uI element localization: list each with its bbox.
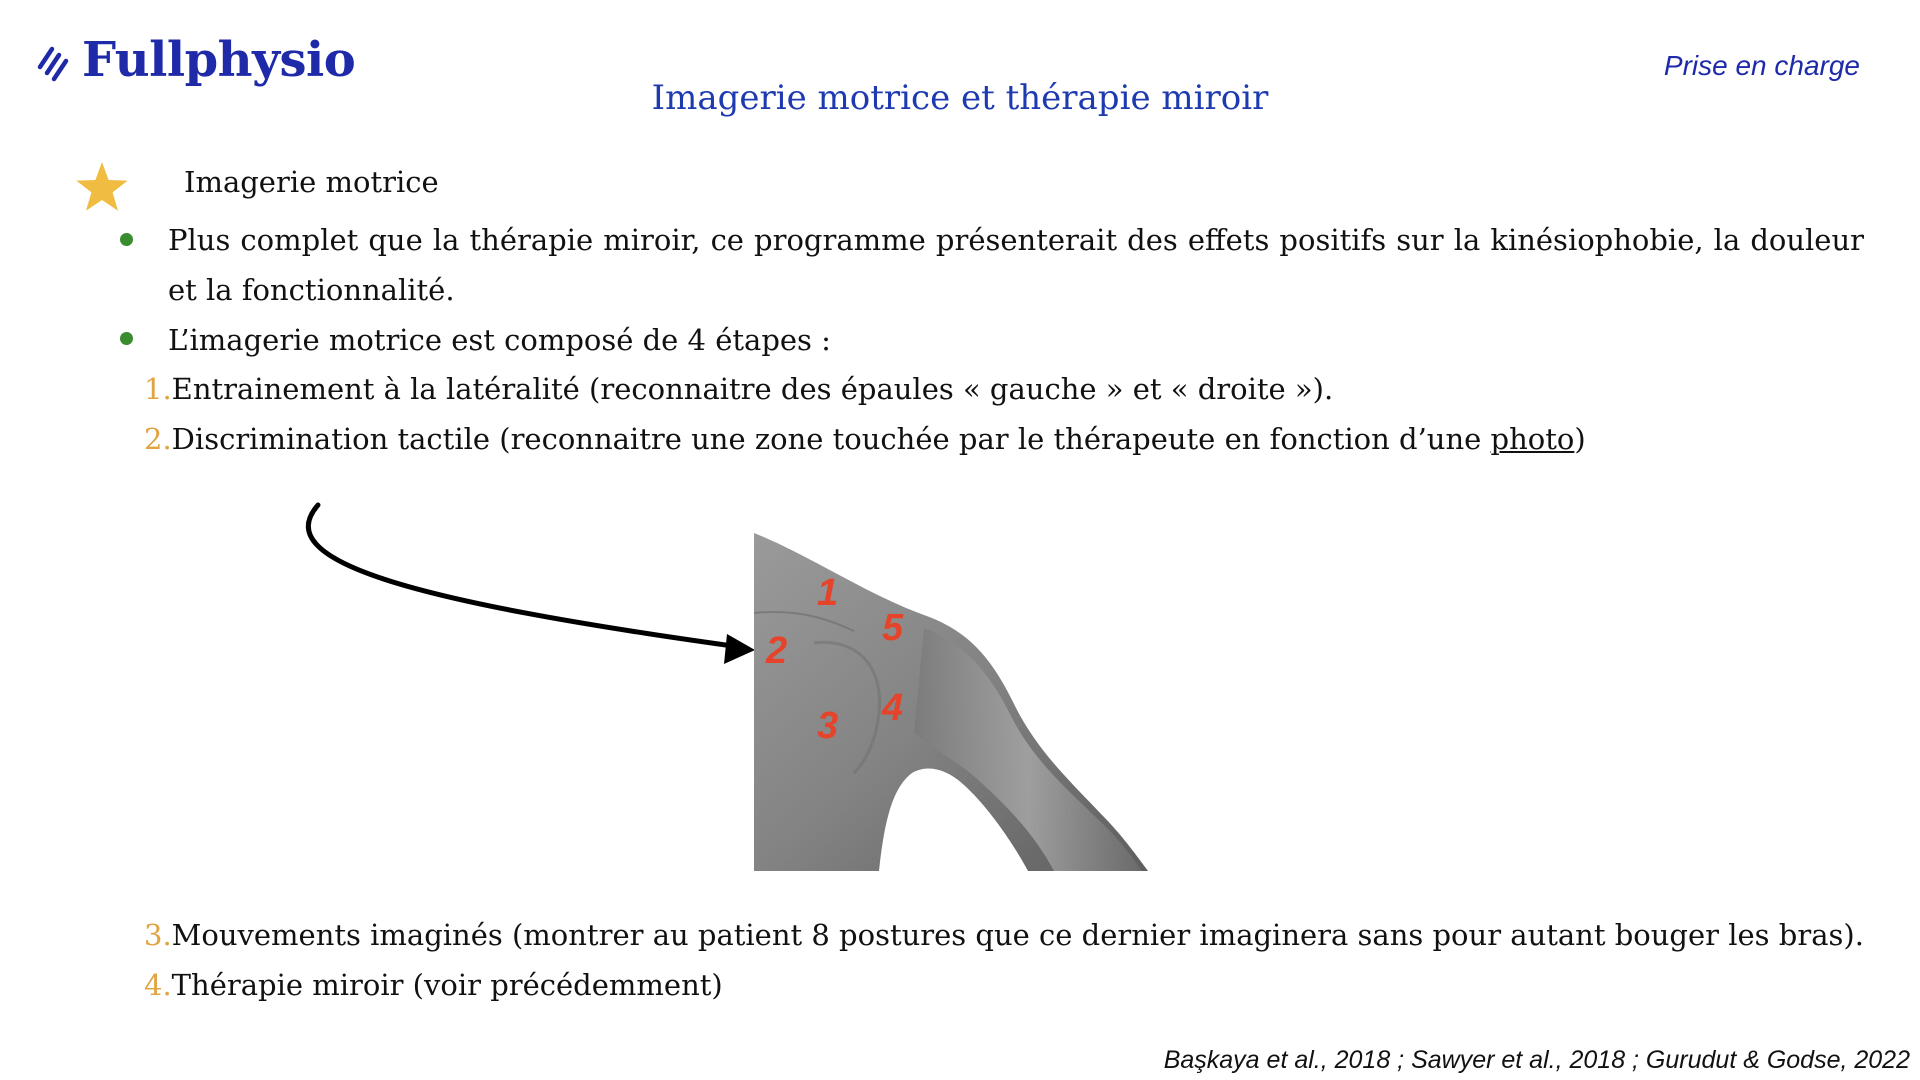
section-label: Prise en charge: [1663, 50, 1860, 81]
step-item: [144, 910, 1864, 960]
bullet-text: L’imagerie motrice est composé de 4 étapes :: [168, 323, 831, 357]
marker-5: 5: [882, 607, 904, 649]
logo-text: Fullphysio: [82, 32, 356, 88]
marker-1: 1: [817, 572, 839, 614]
step-text-end: ): [1574, 422, 1586, 456]
step-text: Discrimination tactile (reconnaitre une zone touchée par le thérapeute en fonction d’une: [171, 422, 1491, 456]
star-icon: [74, 160, 130, 216]
step-text: Entrainement à la latéralité (reconnaitre des épaules « gauche » et « droite »).: [171, 372, 1334, 406]
bullet-dot: [120, 233, 133, 246]
step-text: Mouvements imaginés (montrer au patient 8 postures que ce dernier imaginera sans pour autant bouger les bras).: [171, 918, 1864, 952]
slide-title: Imagerie motrice et thérapie miroir: [651, 78, 1269, 118]
bullet-text: Plus complet que la thérapie miroir, ce programme présenterait des effets positifs sur la kinésiophobie, la douleur et la fonctionnalité.: [168, 223, 1864, 307]
step-item: [144, 414, 1586, 464]
section-heading: Imagerie motrice: [184, 165, 439, 199]
marker-4: 4: [882, 687, 904, 729]
marker-2: 2: [766, 630, 788, 672]
step-item: [144, 960, 723, 1010]
shoulder-photo: [754, 533, 1148, 871]
step-text: Thérapie miroir (voir précédemment): [171, 968, 723, 1002]
step-number: 2.: [144, 422, 172, 456]
bullet-dot: [120, 332, 133, 345]
photo-link[interactable]: photo: [1490, 422, 1575, 456]
citation: Başkaya et al., 2018 ; Sawyer et al., 2018 ; Gurudut & Godse, 2022: [1163, 1046, 1910, 1074]
step-number: 4.: [144, 968, 172, 1002]
marker-3: 3: [817, 705, 839, 747]
step-number: 1.: [144, 372, 172, 406]
step-number: 3.: [144, 918, 172, 952]
step-item: [144, 364, 1333, 414]
